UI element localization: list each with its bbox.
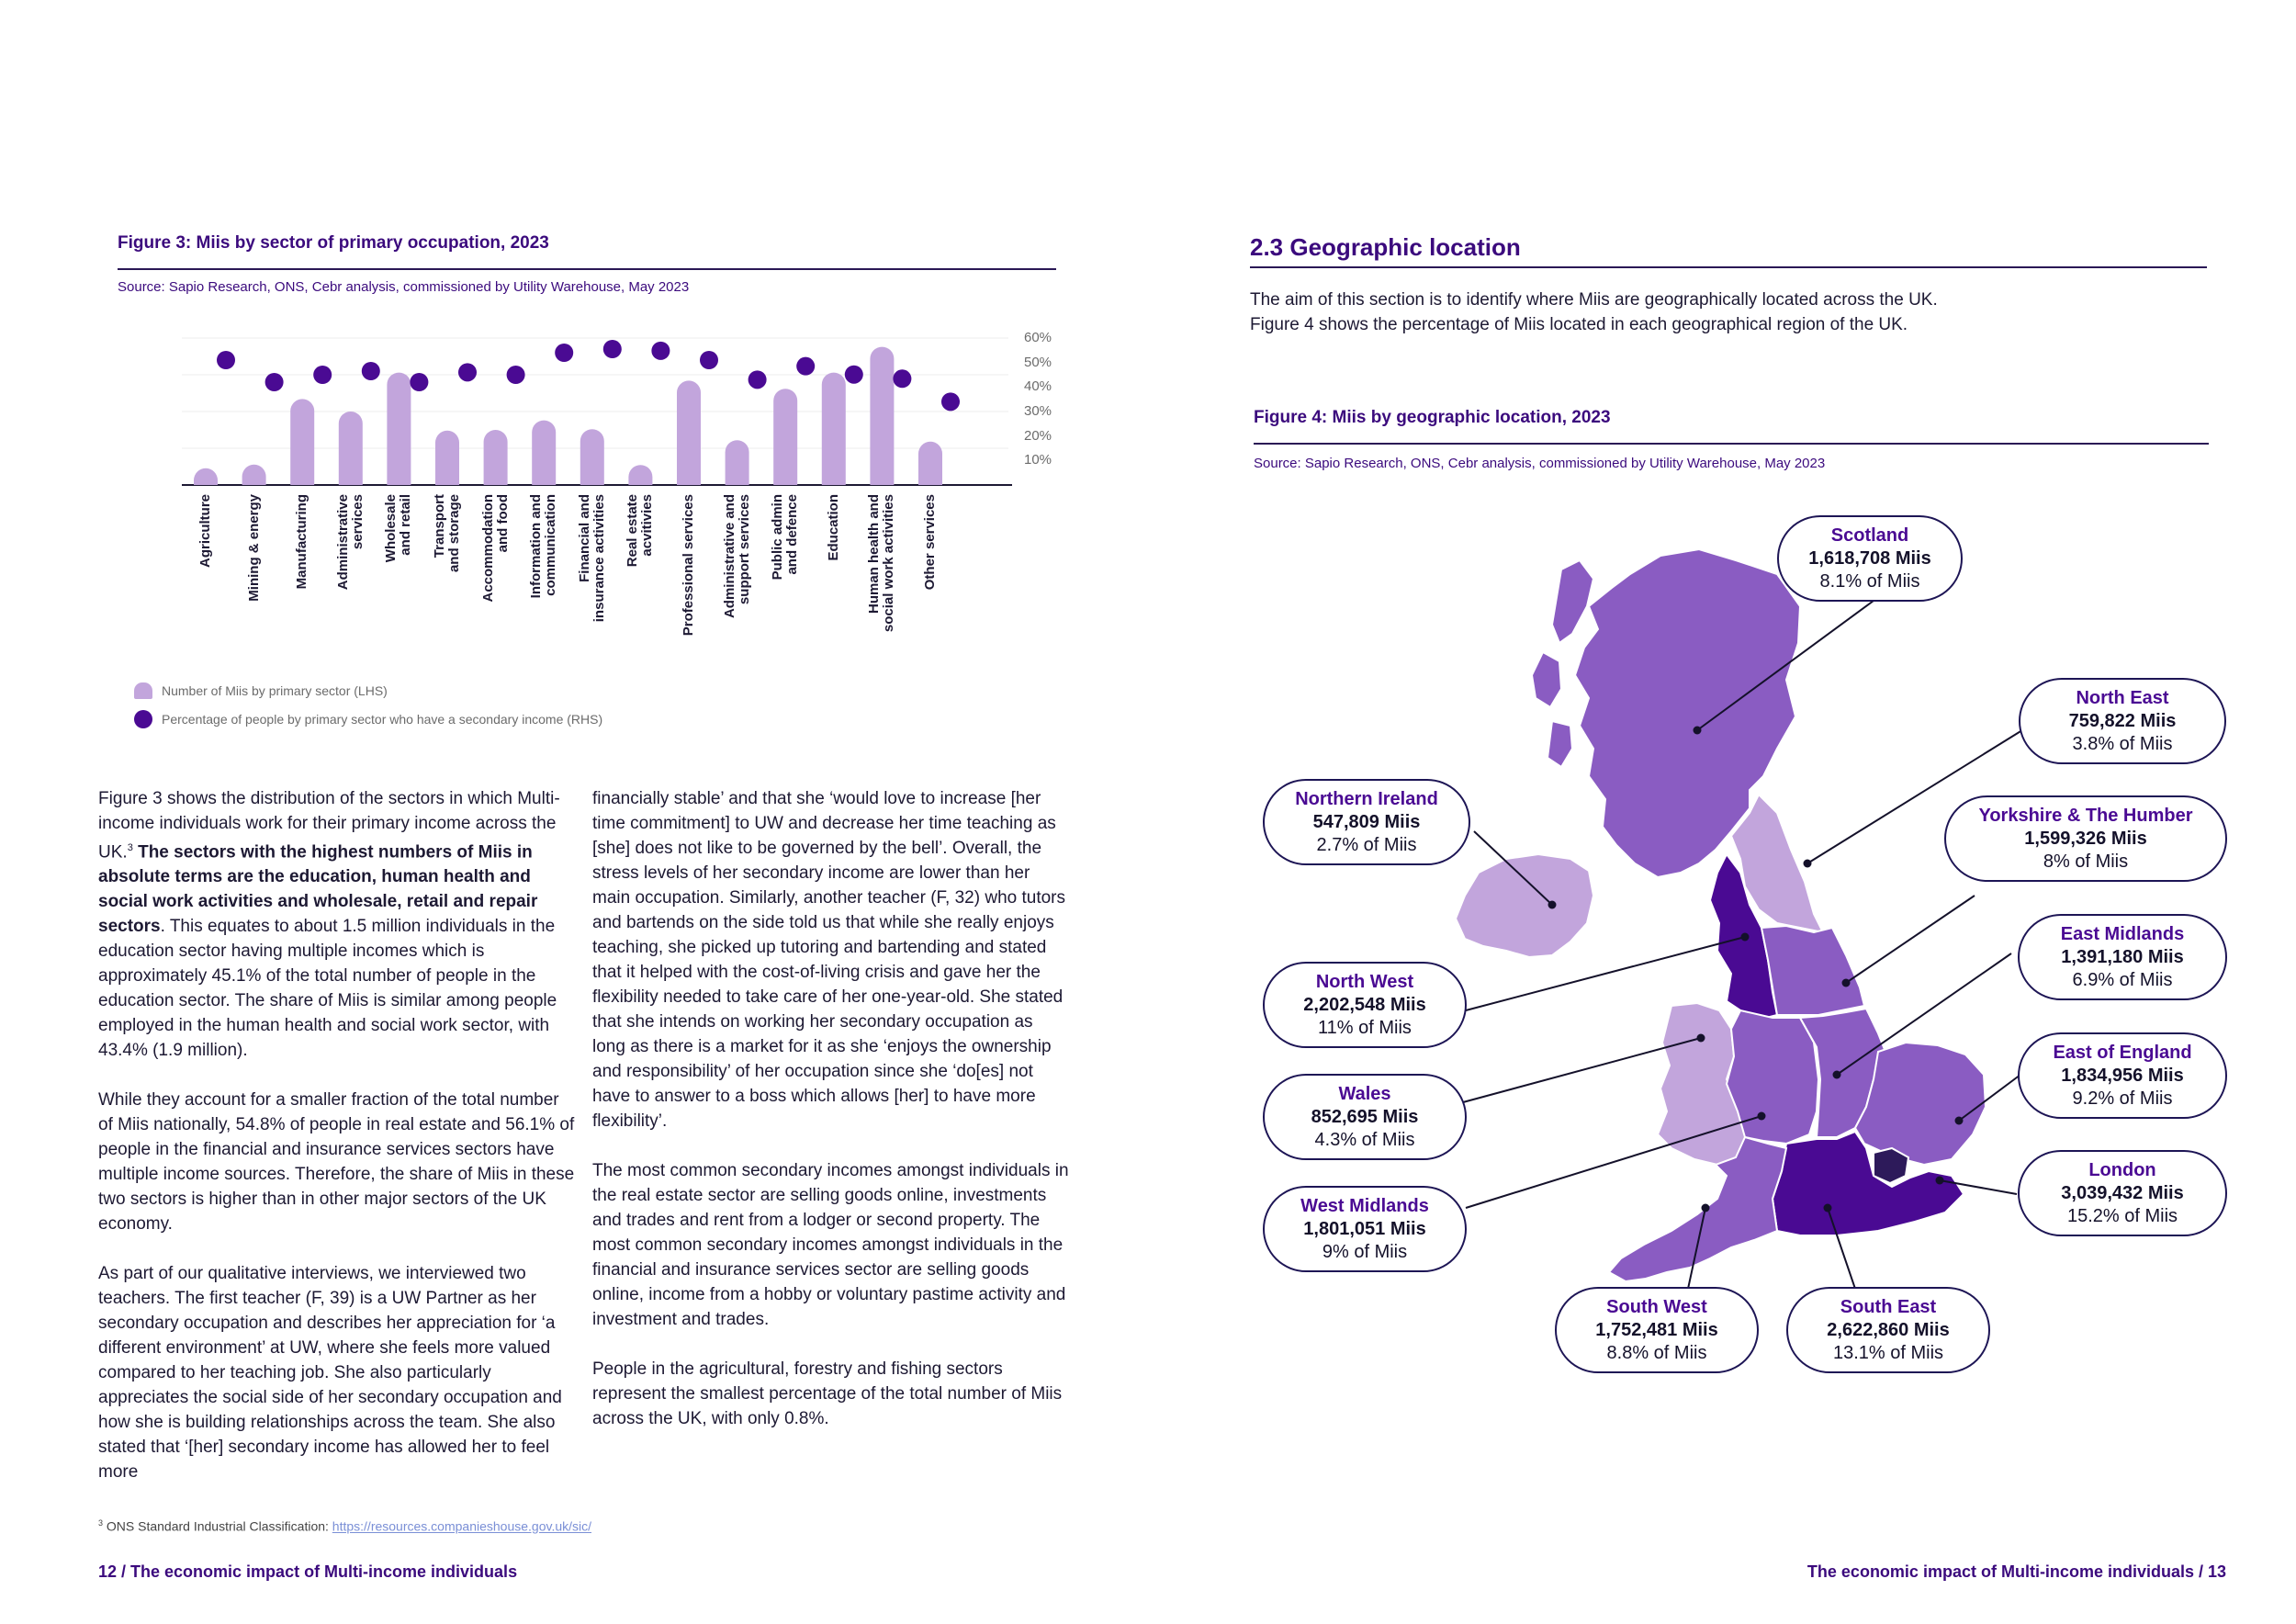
callout-west-midlands [1263,1186,1467,1272]
right-axis-tick: 20% [1024,427,1052,444]
region-percent: 2.7% of Miis [1316,835,1417,855]
footnote-number: 3 [98,1518,104,1528]
region-count: 1,801,051 Miis [1303,1219,1426,1239]
region-count: 3,039,432 Miis [2061,1183,2184,1203]
category-label: Education [825,494,841,561]
category-label: Real estate acvitivies [625,494,656,568]
callout-south-west [1555,1287,1759,1373]
paragraph: The most common secondary incomes amongst individuals in the real estate sector are selling goods online, investments and trades and rent from a lodger or second property. The most common secondary incomes amongst individuals in the financial and insurance services sector are selling goods online, income from a hobby or voluntary pastime activity and investment and trades. [592,1161,1069,1329]
paragraph: People in the agricultural, forestry and fishing sectors represent the smallest percentage of the total number of Miis across the UK, with only 0.8%. [592,1359,1063,1428]
legend-bar-label: Number of Miis by primary sector (LHS) [162,683,388,698]
category-label: Wholesale and retail [383,494,414,563]
marker-northern-ireland [1548,901,1557,909]
category-label: Accommodation and food [479,494,511,603]
paragraph: While they account for a smaller fraction of the total number of Miis nationally, 54.8% of people in real estate and 56.1% of people in the financial and insurance services sectors have multiple income sources. Therefore, the share of Miis in these two sectors is higher than in other major sectors of the UK economy. [98,1090,575,1235]
callout-northern-ireland [1263,779,1470,865]
marker-yorkshire [1842,979,1851,987]
region-name: Yorkshire & The Humber [1978,806,2193,826]
section-heading: 2.3 Geographic location [1250,233,1521,261]
region-west-midlands [1727,1010,1818,1144]
marker-north-west [1741,933,1750,942]
region-yorkshire [1761,926,1864,1015]
intro-line-2: Figure 4 shows the percentage of Miis located in each geographical region of the UK. [1250,315,1908,334]
region-name: Northern Ireland [1295,789,1438,809]
region-northern-ireland [1456,854,1593,957]
footnote-ref: 3 [127,842,133,853]
category-label: Administrative services [334,494,366,591]
category-label: Mining & energy [245,494,262,602]
region-name: East Midlands [2060,924,2185,944]
region-count: 2,622,860 Miis [1827,1320,1950,1340]
figure4-source: Source: Sapio Research, ONS, Cebr analysis, commissioned by Utility Warehouse, May 2023 [1254,456,1826,471]
right-axis-tick: 30% [1024,403,1052,419]
region-percent: 3.8% of Miis [2072,734,2173,754]
marker-london [1936,1177,1944,1185]
category-label: Manufacturing [294,494,310,590]
text-run: . This equates to about 1.5 million individuals in the education sector having multiple incomes which is approximately 45.1% of the total number of people in the education sector. The share of Miis is similar among people employed in the human health and social work sector, with 43.4% (1.9 million). [98,917,557,1061]
legend-dot-label: Percentage of people by primary sector who have a secondary income (RHS) [162,712,603,727]
right-axis-tick: 40% [1024,378,1052,395]
region-count: 759,822 Miis [2068,711,2177,731]
marker-west-midlands [1758,1112,1766,1121]
marker-east-midlands [1833,1071,1841,1079]
region-name: South West [1606,1297,1707,1317]
region-count: 1,618,708 Miis [1808,548,1931,569]
callout-wales [1263,1074,1467,1160]
figure3-title: Figure 3: Miis by sector of primary occupation, 2023 [118,233,549,253]
marker-wales [1697,1034,1705,1043]
region-count: 2,202,548 Miis [1303,995,1426,1015]
region-count: 1,391,180 Miis [2061,947,2184,967]
category-label: Administrative and support services [721,494,752,619]
region-percent: 6.9% of Miis [2072,970,2173,990]
footer-left: 12 / The economic impact of Multi-income individuals [98,1562,518,1581]
right-axis-tick: 10% [1024,452,1052,468]
right-axis-tick: 60% [1024,330,1052,345]
callout-south-east [1786,1287,1990,1373]
marker-north-east [1804,860,1812,868]
category-label: Transport and storage [432,494,462,573]
footnote-link[interactable]: https://resources.companieshouse.gov.uk/sic/ [332,1518,592,1534]
region-name: South East [1840,1297,1937,1317]
figure3-source: Source: Sapio Research, ONS, Cebr analysis, commissioned by Utility Warehouse, May 2023 [118,279,690,295]
region-percent: 13.1% of Miis [1832,1343,1944,1363]
text-run: Figure 3 shows the distribution of the sectors in which Multi-income individuals work for their primary income across the UK. [98,789,560,863]
region-name: Wales [1338,1084,1391,1104]
region-count: 1,752,481 Miis [1595,1320,1718,1340]
callout-north-west [1263,962,1467,1048]
category-label: Human health and social work activities [866,494,897,633]
figure4-title: Figure 4: Miis by geographic location, 2023 [1254,408,1611,427]
callout-east-england [2018,1032,2227,1119]
marker-east-england [1955,1117,1964,1125]
region-percent: 9.2% of Miis [2072,1088,2173,1109]
category-label: Agriculture [197,494,213,569]
leader-yorkshire [1846,896,1975,983]
category-label: Information and communication [528,494,559,599]
region-percent: 15.2% of Miis [2066,1206,2178,1226]
marker-scotland [1694,727,1702,735]
region-name: East of England [2053,1043,2192,1063]
region-name: North East [2076,688,2169,708]
region-count: 1,834,956 Miis [2061,1066,2184,1086]
region-percent: 8% of Miis [2043,851,2129,872]
callout-london [2018,1150,2227,1236]
region-percent: 9% of Miis [1322,1242,1408,1262]
region-name: London [2088,1160,2156,1180]
region-percent: 4.3% of Miis [1314,1130,1415,1150]
category-label: Public admin and defence [770,494,801,581]
category-label: Financial and insurance activities [576,494,607,623]
region-count: 1,599,326 Miis [2024,829,2147,849]
intro-line-1: The aim of this section is to identify where Miis are geographically located across the UK. [1250,290,1938,310]
region-percent: 8.1% of Miis [1819,571,1920,592]
category-label: Other services [922,494,938,591]
bold-text: The sectors with the highest numbers of Miis in absolute terms are the education, human health and social work activities and wholesale, retail and repair sectors [98,842,538,937]
region-percent: 8.8% of Miis [1606,1343,1707,1363]
callout-scotland [1777,515,1963,602]
category-label: Professional services [681,494,696,637]
footnote-text: ONS Standard Industrial Classification: [103,1518,332,1534]
region-percent: 11% of Miis [1318,1018,1412,1038]
callout-north-east [2019,678,2226,764]
region-count: 852,695 Miis [1311,1107,1419,1127]
paragraph: As part of our qualitative interviews, we interviewed two teachers. The first teacher (F, 39) is a UW Partner as her secondary occupation and describes her appreciation for ‘a different environment’ at UW, where she feels more valued compared to her teaching job. She also particularly appreciates the social side of her secondary occupation and how she is building relationships across the team. She also stated that ‘[her] secondary income has allowed her to feel more [98,1264,562,1483]
callout-east-midlands [2018,914,2227,1000]
marker-south-west [1702,1204,1710,1212]
region-count: 547,809 Miis [1312,812,1421,832]
right-axis-tick: 50% [1024,354,1052,370]
paragraph: financially stable’ and that she ‘would love to increase [her time commitment] to UW and decrease her time teaching as [she] does not like to be governed by the bell’. Overall, the stress levels of her secondary income are lower than her main occupation. Similarly, another teacher (F, 32) who tutors and bartends on the side told us that while she really enjoys teaching, she picked up tutoring and bartending and stated that it helped with the cost-of-living crisis and gave her the flexibility needed to take care of her one-year-old. She stated that she intends on working her secondary occupation as long as there is a market for it as she ‘enjoys the ownership and responsibility’ of her occupation since she ‘do[es] not have to answer to a boss which allows [her] to have more flexibility’. [592,789,1065,1131]
region-name: West Midlands [1300,1196,1429,1216]
region-name: North West [1315,972,1414,992]
footer-right: The economic impact of Multi-income individuals / 13 [1806,1562,2226,1581]
callout-yorkshire [1944,795,2227,882]
region-name: Scotland [1830,525,1909,546]
marker-south-east [1824,1204,1832,1212]
